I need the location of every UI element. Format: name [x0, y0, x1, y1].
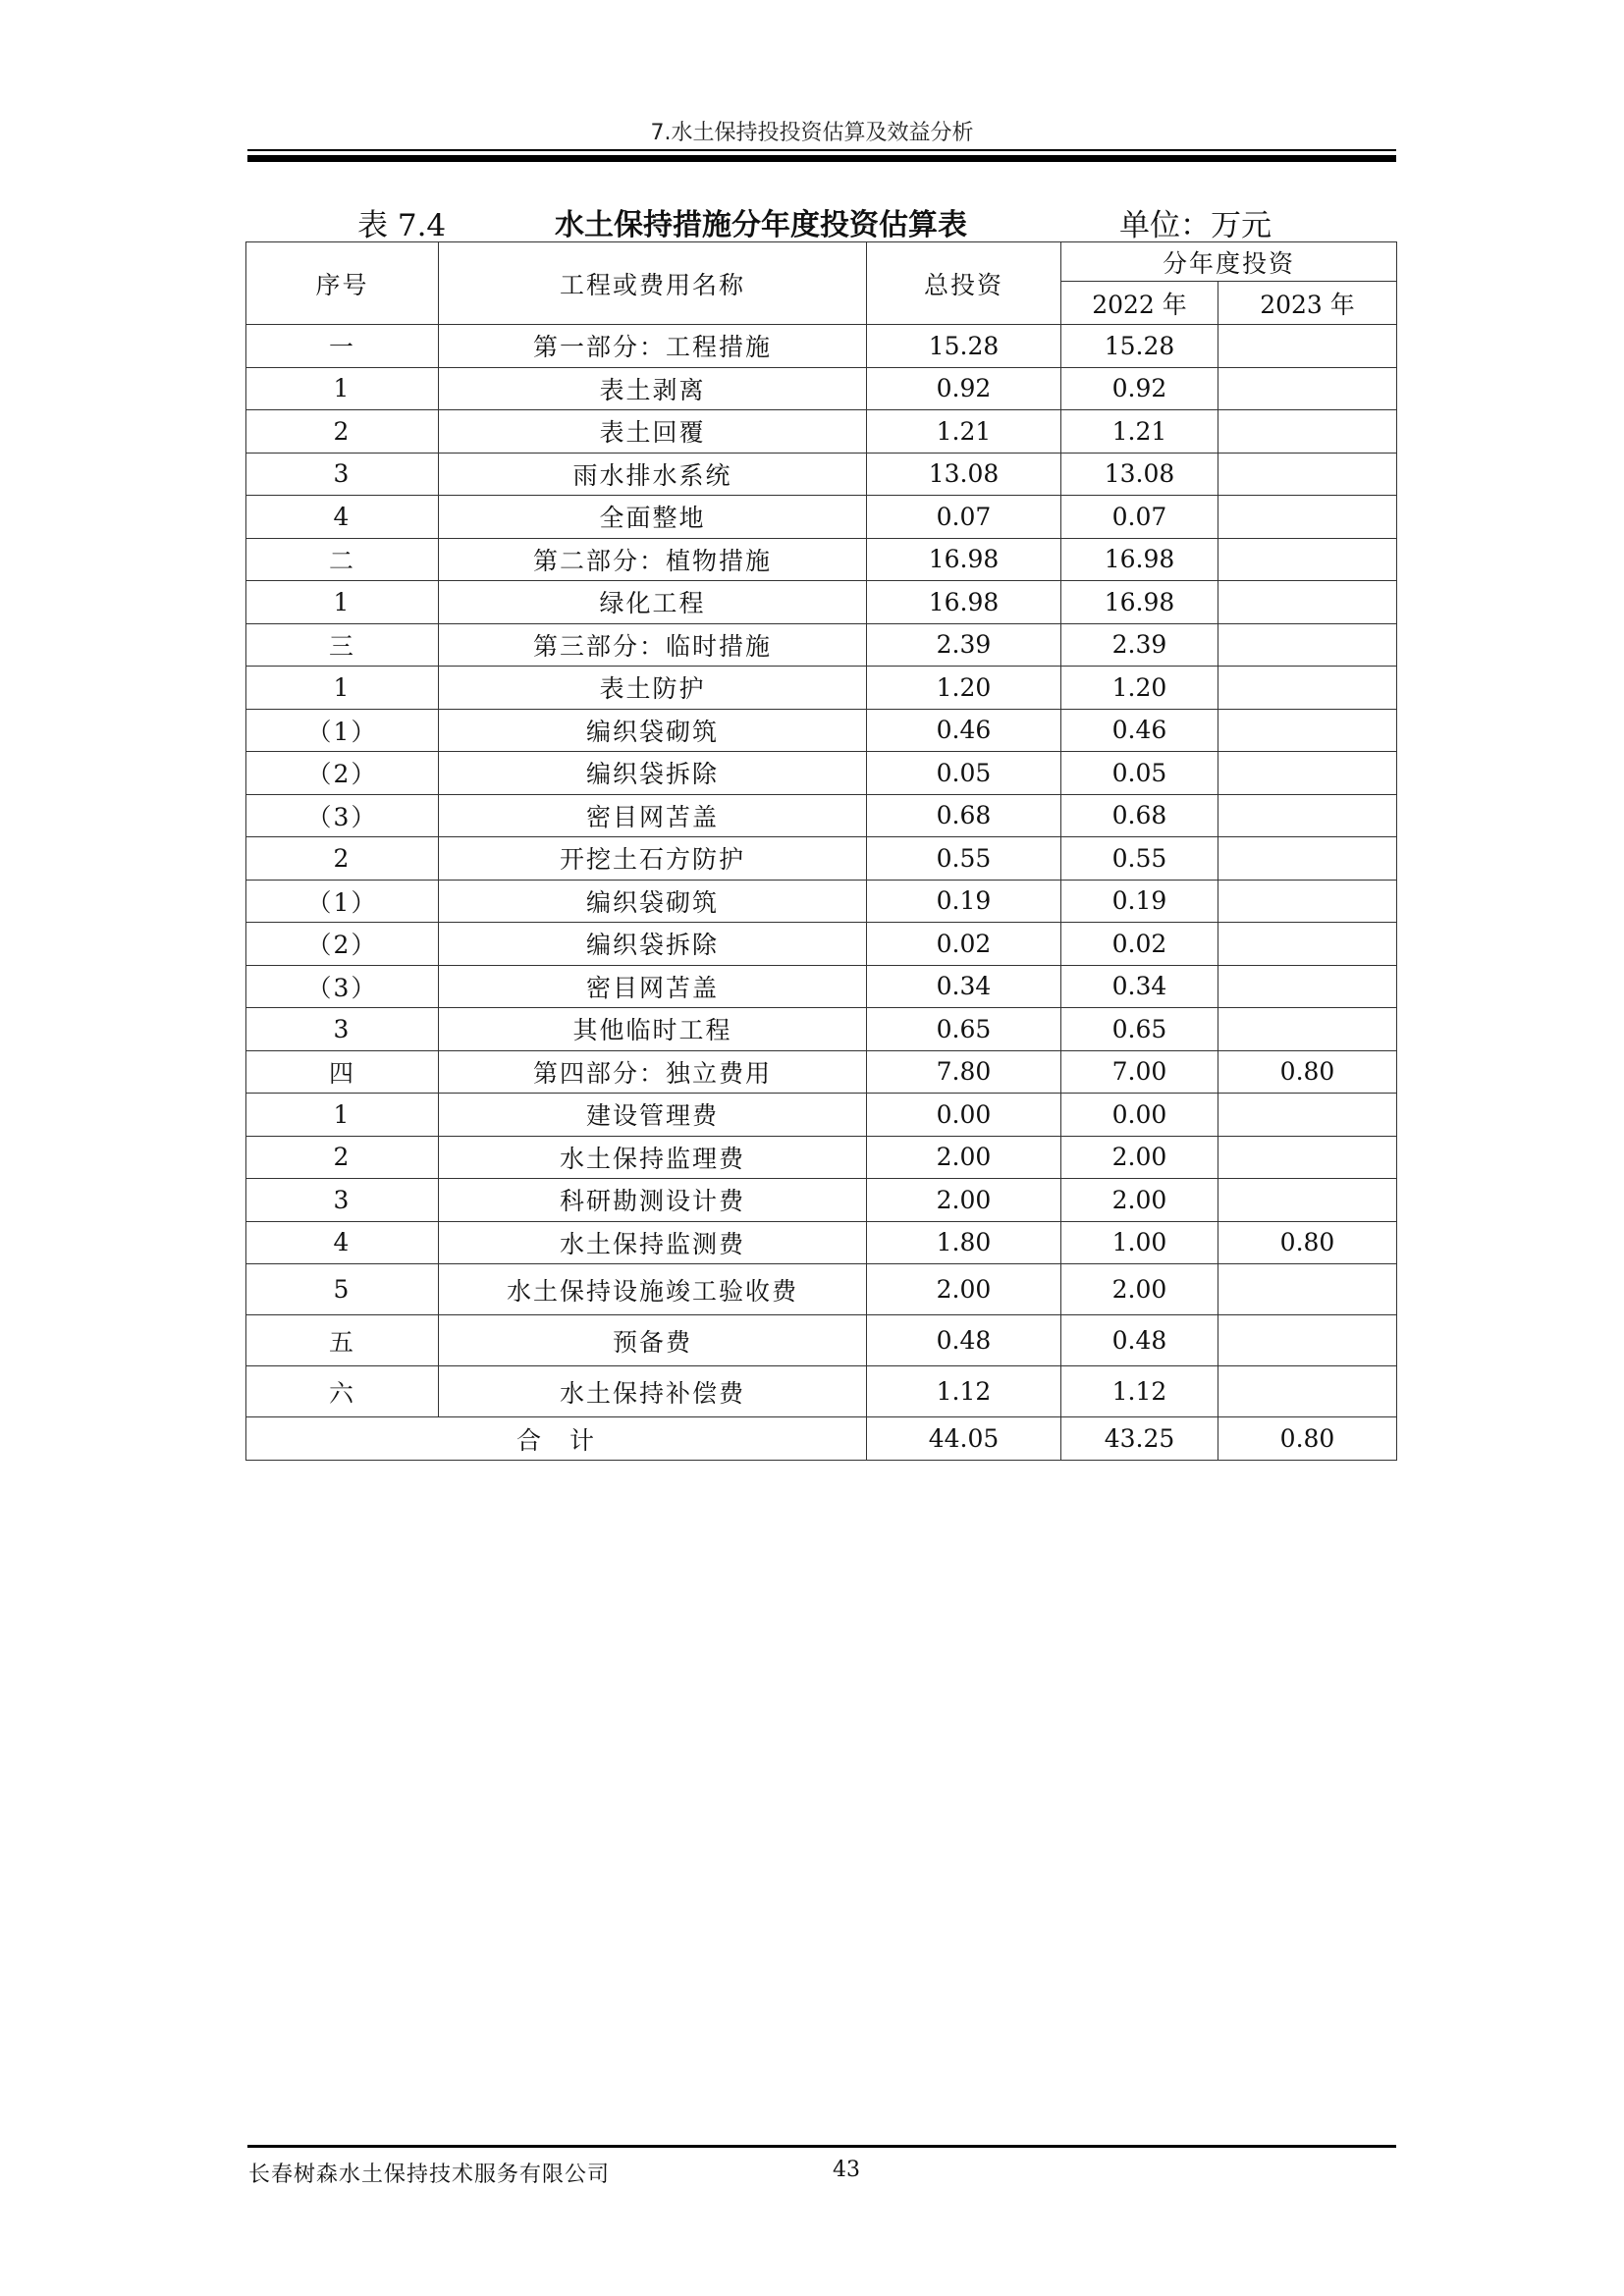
cell-name: 其他临时工程: [439, 1008, 867, 1051]
cell-2022: 1.20: [1061, 667, 1218, 710]
table-row: [246, 623, 1397, 667]
cell-total: 1.21: [867, 410, 1061, 454]
cell-total: 1.12: [867, 1366, 1061, 1417]
cell-name: 全面整地: [439, 496, 867, 539]
header-year-2023: 2023 年: [1218, 282, 1397, 325]
cell-seq: 2: [246, 1136, 439, 1179]
cell-total: 2.00: [867, 1179, 1061, 1222]
cell-total: 0.02: [867, 923, 1061, 966]
cell-name: 表土剥离: [439, 367, 867, 410]
cell-2022: 0.07: [1061, 496, 1218, 539]
cell-total: 2.00: [867, 1136, 1061, 1179]
table-row: [246, 794, 1397, 837]
table-row: [246, 367, 1397, 410]
header-rule-thin: [247, 149, 1396, 151]
cell-total: 0.46: [867, 709, 1061, 752]
cell-2023: [1218, 453, 1397, 496]
table-unit: 单位：万元: [1119, 208, 1272, 243]
cell-total: 1.80: [867, 1221, 1061, 1264]
cell-2022: 13.08: [1061, 453, 1218, 496]
cell-total: 1.20: [867, 667, 1061, 710]
cell-2023: [1218, 923, 1397, 966]
table-row: [246, 1179, 1397, 1222]
cell-2023: [1218, 709, 1397, 752]
cell-2023: 0.80: [1218, 1050, 1397, 1094]
cell-name: 密目网苫盖: [439, 965, 867, 1008]
header-year-2022: 2022 年: [1061, 282, 1218, 325]
table-row: [246, 1366, 1397, 1417]
table-row: [246, 837, 1397, 881]
cell-total: 0.05: [867, 752, 1061, 795]
cell-total: 0.07: [867, 496, 1061, 539]
cell-seq: 五: [246, 1315, 439, 1366]
table-title: 水土保持措施分年度投资估算表: [555, 208, 967, 242]
cell-2023: [1218, 581, 1397, 624]
total-row: [246, 1417, 1397, 1461]
cell-seq: （3）: [246, 965, 439, 1008]
header-annual: 分年度投资: [1061, 242, 1397, 282]
cell-seq: （1）: [246, 880, 439, 923]
cell-2022: 1.00: [1061, 1221, 1218, 1264]
cell-2023: [1218, 325, 1397, 368]
cell-name: 开挖土石方防护: [439, 837, 867, 881]
table-row: [246, 325, 1397, 368]
page-number: 43: [833, 2158, 860, 2182]
cell-2022: 0.65: [1061, 1008, 1218, 1051]
cell-2023: 0.80: [1218, 1221, 1397, 1264]
cell-total: 0.55: [867, 837, 1061, 881]
table-row: [246, 1221, 1397, 1264]
table-row: [246, 1050, 1397, 1094]
cell-name: 编织袋拆除: [439, 923, 867, 966]
cell-total: 2.00: [867, 1264, 1061, 1315]
cell-name: 水土保持监测费: [439, 1221, 867, 1264]
cell-2023: [1218, 794, 1397, 837]
table-row: [246, 453, 1397, 496]
cell-2022: 0.92: [1061, 367, 1218, 410]
cell-seq: 4: [246, 496, 439, 539]
cell-seq: 4: [246, 1221, 439, 1264]
header-seq: 序号: [246, 242, 439, 325]
cell-total: 0.34: [867, 965, 1061, 1008]
cell-2022: 0.05: [1061, 752, 1218, 795]
table-row: [246, 1136, 1397, 1179]
cell-2022: 0.68: [1061, 794, 1218, 837]
total-2023: 0.80: [1218, 1417, 1397, 1461]
cell-seq: （2）: [246, 752, 439, 795]
cell-name: 密目网苫盖: [439, 794, 867, 837]
cell-2023: [1218, 667, 1397, 710]
table-row: [246, 581, 1397, 624]
cell-name: 雨水排水系统: [439, 453, 867, 496]
table-row: [246, 538, 1397, 581]
cell-2022: 0.02: [1061, 923, 1218, 966]
cell-seq: 1: [246, 1094, 439, 1137]
investment-table: [245, 241, 1397, 1461]
cell-2023: [1218, 410, 1397, 454]
cell-2022: 2.00: [1061, 1136, 1218, 1179]
cell-2023: [1218, 1136, 1397, 1179]
total-2022: 43.25: [1061, 1417, 1218, 1461]
cell-2023: [1218, 880, 1397, 923]
cell-total: 15.28: [867, 325, 1061, 368]
cell-2022: 1.12: [1061, 1366, 1218, 1417]
cell-2022: 0.48: [1061, 1315, 1218, 1366]
header-name: 工程或费用名称: [439, 242, 867, 325]
cell-seq: 3: [246, 453, 439, 496]
cell-total: 0.19: [867, 880, 1061, 923]
cell-2022: 16.98: [1061, 538, 1218, 581]
cell-2022: 0.55: [1061, 837, 1218, 881]
table-row: [246, 1264, 1397, 1315]
cell-total: 0.48: [867, 1315, 1061, 1366]
table-row: [246, 880, 1397, 923]
table-row: [246, 667, 1397, 710]
cell-seq: （3）: [246, 794, 439, 837]
cell-seq: 2: [246, 837, 439, 881]
cell-seq: 三: [246, 623, 439, 667]
table-number: 表 7.4: [357, 208, 447, 243]
cell-total: 0.68: [867, 794, 1061, 837]
cell-total: 13.08: [867, 453, 1061, 496]
cell-seq: 2: [246, 410, 439, 454]
cell-name: 预备费: [439, 1315, 867, 1366]
cell-seq: 四: [246, 1050, 439, 1094]
total-label: 合 计: [246, 1417, 867, 1461]
cell-seq: 5: [246, 1264, 439, 1315]
cell-2022: 15.28: [1061, 325, 1218, 368]
cell-2023: [1218, 1008, 1397, 1051]
cell-2022: 0.46: [1061, 709, 1218, 752]
table-row: [246, 1094, 1397, 1137]
cell-2022: 2.39: [1061, 623, 1218, 667]
cell-name: 第四部分：独立费用: [439, 1050, 867, 1094]
cell-name: 编织袋拆除: [439, 752, 867, 795]
cell-2023: [1218, 367, 1397, 410]
cell-2023: [1218, 538, 1397, 581]
cell-seq: 六: [246, 1366, 439, 1417]
cell-seq: （2）: [246, 923, 439, 966]
cell-2022: 2.00: [1061, 1179, 1218, 1222]
total-total: 44.05: [867, 1417, 1061, 1461]
footer-rule: [247, 2145, 1396, 2148]
table-row: [246, 410, 1397, 454]
cell-2023: [1218, 1179, 1397, 1222]
cell-2022: 7.00: [1061, 1050, 1218, 1094]
cell-name: 第二部分：植物措施: [439, 538, 867, 581]
header-row: [246, 242, 1397, 282]
cell-2023: [1218, 1366, 1397, 1417]
table-body: [246, 325, 1397, 1417]
cell-2022: 0.00: [1061, 1094, 1218, 1137]
cell-2023: [1218, 965, 1397, 1008]
cell-name: 编织袋砌筑: [439, 709, 867, 752]
cell-2023: [1218, 837, 1397, 881]
cell-2022: 1.21: [1061, 410, 1218, 454]
table-row: [246, 965, 1397, 1008]
cell-seq: 3: [246, 1008, 439, 1051]
cell-name: 第一部分：工程措施: [439, 325, 867, 368]
cell-total: 16.98: [867, 581, 1061, 624]
cell-2022: 16.98: [1061, 581, 1218, 624]
cell-seq: 1: [246, 581, 439, 624]
cell-name: 科研勘测设计费: [439, 1179, 867, 1222]
cell-total: 2.39: [867, 623, 1061, 667]
header-total: 总投资: [867, 242, 1061, 325]
cell-name: 水土保持设施竣工验收费: [439, 1264, 867, 1315]
cell-name: 编织袋砌筑: [439, 880, 867, 923]
cell-name: 表土回覆: [439, 410, 867, 454]
page-header: 7.水土保持投投资估算及效益分析: [650, 121, 974, 145]
cell-name: 水土保持监理费: [439, 1136, 867, 1179]
cell-total: 7.80: [867, 1050, 1061, 1094]
table-row: [246, 1008, 1397, 1051]
cell-name: 水土保持补偿费: [439, 1366, 867, 1417]
cell-total: 0.65: [867, 1008, 1061, 1051]
cell-total: 0.92: [867, 367, 1061, 410]
cell-2023: [1218, 1094, 1397, 1137]
table-row: [246, 496, 1397, 539]
cell-2022: 0.19: [1061, 880, 1218, 923]
table-row: [246, 923, 1397, 966]
cell-name: 第三部分：临时措施: [439, 623, 867, 667]
cell-2023: [1218, 623, 1397, 667]
cell-2022: 2.00: [1061, 1264, 1218, 1315]
footer-company: 长春树森水土保持技术服务有限公司: [248, 2163, 611, 2187]
cell-seq: 一: [246, 325, 439, 368]
cell-seq: （1）: [246, 709, 439, 752]
table-row: [246, 1315, 1397, 1366]
table-row: [246, 752, 1397, 795]
cell-2023: [1218, 496, 1397, 539]
cell-seq: 1: [246, 667, 439, 710]
cell-2023: [1218, 1315, 1397, 1366]
header-rule-thick: [247, 155, 1396, 162]
cell-name: 表土防护: [439, 667, 867, 710]
cell-name: 建设管理费: [439, 1094, 867, 1137]
cell-total: 0.00: [867, 1094, 1061, 1137]
cell-seq: 1: [246, 367, 439, 410]
cell-2023: [1218, 752, 1397, 795]
table-row: [246, 709, 1397, 752]
cell-2022: 0.34: [1061, 965, 1218, 1008]
cell-seq: 3: [246, 1179, 439, 1222]
cell-seq: 二: [246, 538, 439, 581]
cell-name: 绿化工程: [439, 581, 867, 624]
cell-2023: [1218, 1264, 1397, 1315]
cell-total: 16.98: [867, 538, 1061, 581]
